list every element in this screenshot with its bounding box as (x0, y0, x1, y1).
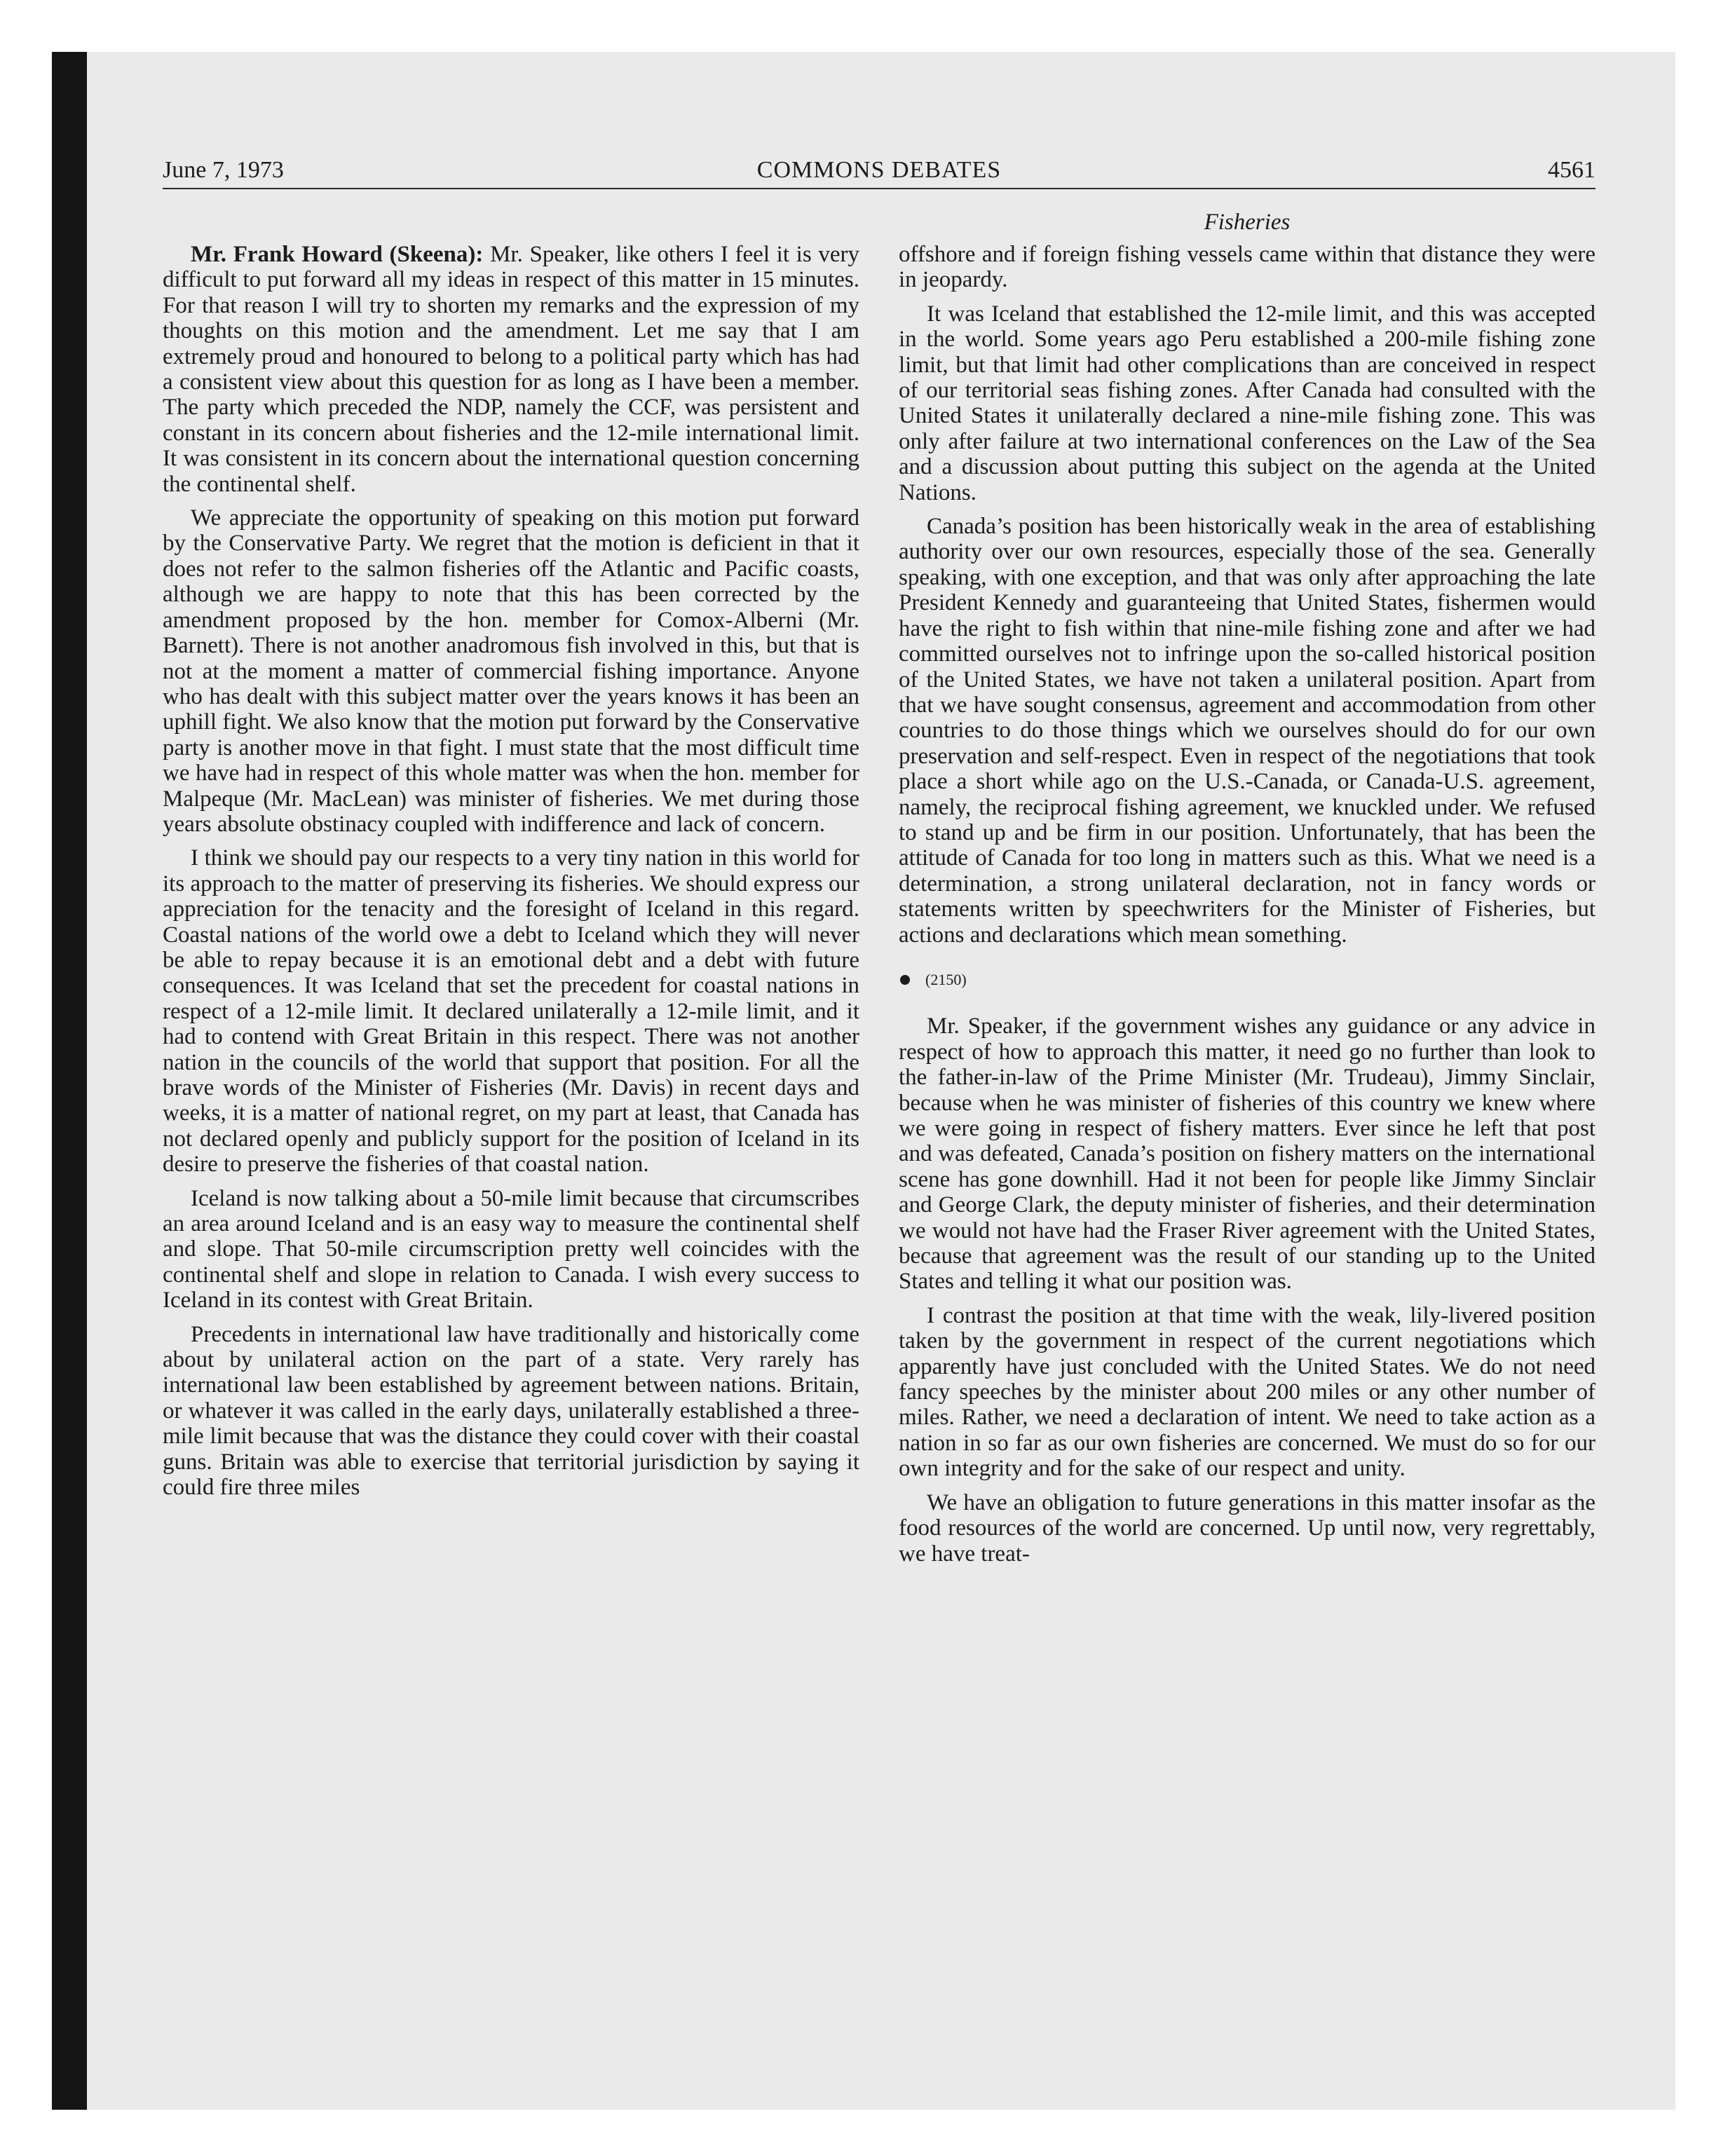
bullet-icon (900, 975, 910, 985)
page-number: 4561 (1548, 157, 1595, 183)
paragraph: We have an obligation to future generations in this matter insofar as the food resources of the world are concerned. Up until now, very regrettably, we have treat- (899, 1489, 1595, 1567)
header-title: COMMONS DEBATES (756, 157, 1002, 183)
header-date: June 7, 1973 (163, 157, 284, 183)
paragraph: Precedents in international law have traditionally and historically come about by unilateral action on the part of a state. Very rarely has international law been established by agreement between nations. Britain, or whatever it was called in the early days, unilaterally established a three-mile limit because that was the distance they could cover with their coastal guns. Britain was able to exercise that territorial jurisdiction by saying it could fire three miles (163, 1321, 859, 1501)
paragraph: Canada’s position has been historically weak in the area of establishing authority over our own resources, especially those of the sea. Generally speaking, with one exception, and that was only after approaching the late President Kennedy and guaranteeing that United States, fishermen would have the right to fish within that nine-mile fishing zone and after we had committed ourselves not to infringe upon the so-called historical position of the United States, we have not taken a unilateral position. Apart from that we have sought consensus, agreement and accommodation from other countries to do those things which we ourselves should do for our own preservation and self-respect. Even in respect of the negotiations that took place a short while ago on the U.S.-Canada, or Canada-U.S. agreement, namely, the reciprocal fishing agreement, we knuckled under. We refused to stand up and be firm in our position. Unfortunately, that has been the attitude of Canada for too long in matters such as this. What we need is a determination, a strong unilateral declaration, not in fancy words or statements written by speechwriters for the Minister of Fisheries, but actions and declarations which mean something. (899, 514, 1595, 948)
timestamp-marker (899, 967, 1595, 992)
paragraph: Mr. Speaker, if the government wishes any guidance or any advice in respect of how to approach this matter, it need go no further than look to the father-in-law of the Prime Minister (Mr. Trudeau), Jimmy Sinclair, because when he was minister of fisheries of this country we knew where we were going in respect of fishery matters. Ever since he left that post and was defeated, Canada’s position on fishery matters on the international scene has gone downhill. Had it not been for people like Jimmy Sinclair and George Clark, the deputy minister of fisheries, and their determination we would not have had the Fraser River agreement with the United States, because that agreement was the result of our standing up to the United States and telling it what our position was. (899, 1014, 1595, 1295)
paragraph (163, 242, 859, 497)
paragraph: offshore and if foreign fishing vessels came within that distance they were in jeopardy. (899, 242, 1595, 293)
left-column (163, 242, 859, 1509)
section-subject: Fisheries (1204, 210, 1291, 235)
timestamp-text: (2150) (925, 970, 967, 988)
speaker-name: Mr. Frank Howard (Skeena): (191, 242, 484, 267)
paragraph: We appreciate the opportunity of speaking on this motion put forward by the Conservative Party. We regret that the motion is deficient in that it does not refer to the salmon fisheries off the Atlantic and Pacific coasts, although we are happy to note that this has been corrected by the amendment proposed by the hon. member for Comox-Alberni (Mr. Barnett). There is not another anadromous fish involved in this, but that is not at the moment a matter of commercial fishing importance. Anyone who has dealt with this subject matter over the years knows it has been an uphill fight. We also know that the motion put forward by the Conservative party is another move in that fight. I must state that the most difficult time we have had in respect of this whole matter was when the hon. member for Malpeque (Mr. MacLean) was minister of fisheries. We met during those years absolute obstinacy coupled with indifference and lack of concern. (163, 505, 859, 837)
paragraph-text: Mr. Speaker, like others I feel it is very difficult to put forward all my ideas in respect of this matter in 15 minutes. For that reason I will try to shorten my remarks and the expression of my thoughts on this motion and the amendment. Let me say that I am extremely proud and honoured to belong to a political party which has had a consistent view about this question for as long as I have been a member. The party which preceded the NDP, namely the CCF, was persistent and constant in its concern about fisheries and the 12-mile international limit. It was consistent in its concern about the international question concerning the continental shelf. (163, 242, 859, 497)
right-column (899, 242, 1595, 1575)
binding-edge (52, 52, 87, 2110)
paragraph: It was Iceland that established the 12-mile limit, and this was accepted in the world. Some years ago Peru established a 200-mile fishing zone limit, but that limit had other complications than are conceived in respect of our territorial seas fishing zones. After Canada had consulted with the United States it unilaterally declared a nine-mile fishing zone. This was only after failure at two international conferences on the Law of the Sea and a discussion about putting this subject on the agenda at the United Nations. (899, 301, 1595, 505)
paragraph: I contrast the position at that time with the weak, lily-livered position taken by the government in respect of the current negotiations which apparently have just concluded with the United States. We do not need fancy speeches by the minister about 200 miles or any other number of miles. Rather, we need a declaration of intent. We need to take action as a nation in so far as our own fisheries are concerned. We must do so for our own integrity and for the sake of our respect and unity. (899, 1302, 1595, 1482)
paragraph: I think we should pay our respects to a very tiny nation in this world for its approach to the matter of preserving its fisheries. We should express our appreciation for the tenacity and the foresight of Iceland in this regard. Coastal nations of the world owe a debt to Iceland which they will never be able to repay because it is an emotional debt and a debt with future consequences. It was Iceland that set the precedent for coastal nations in respect of a 12-mile limit. It declared unilaterally a 12-mile limit, and it had to contend with Great Britain in this respect. There was not another nation in the councils of the world that support that position. For all the brave words of the Minister of Fisheries (Mr. Davis) in recent days and weeks, it is a matter of national regret, on my part at least, that Canada has not declared openly and publicly support for the position of Iceland in its desire to preserve the fisheries of that coastal nation. (163, 845, 859, 1178)
page-header (163, 153, 1595, 189)
paragraph: Iceland is now talking about a 50-mile limit because that circumscribes an area around Iceland and is an easy way to measure the continental shelf and slope. That 50-mile circumscription pretty well coincides with the continental shelf and slope in relation to Canada. I wish every success to Iceland in its contest with Great Britain. (163, 1185, 859, 1314)
